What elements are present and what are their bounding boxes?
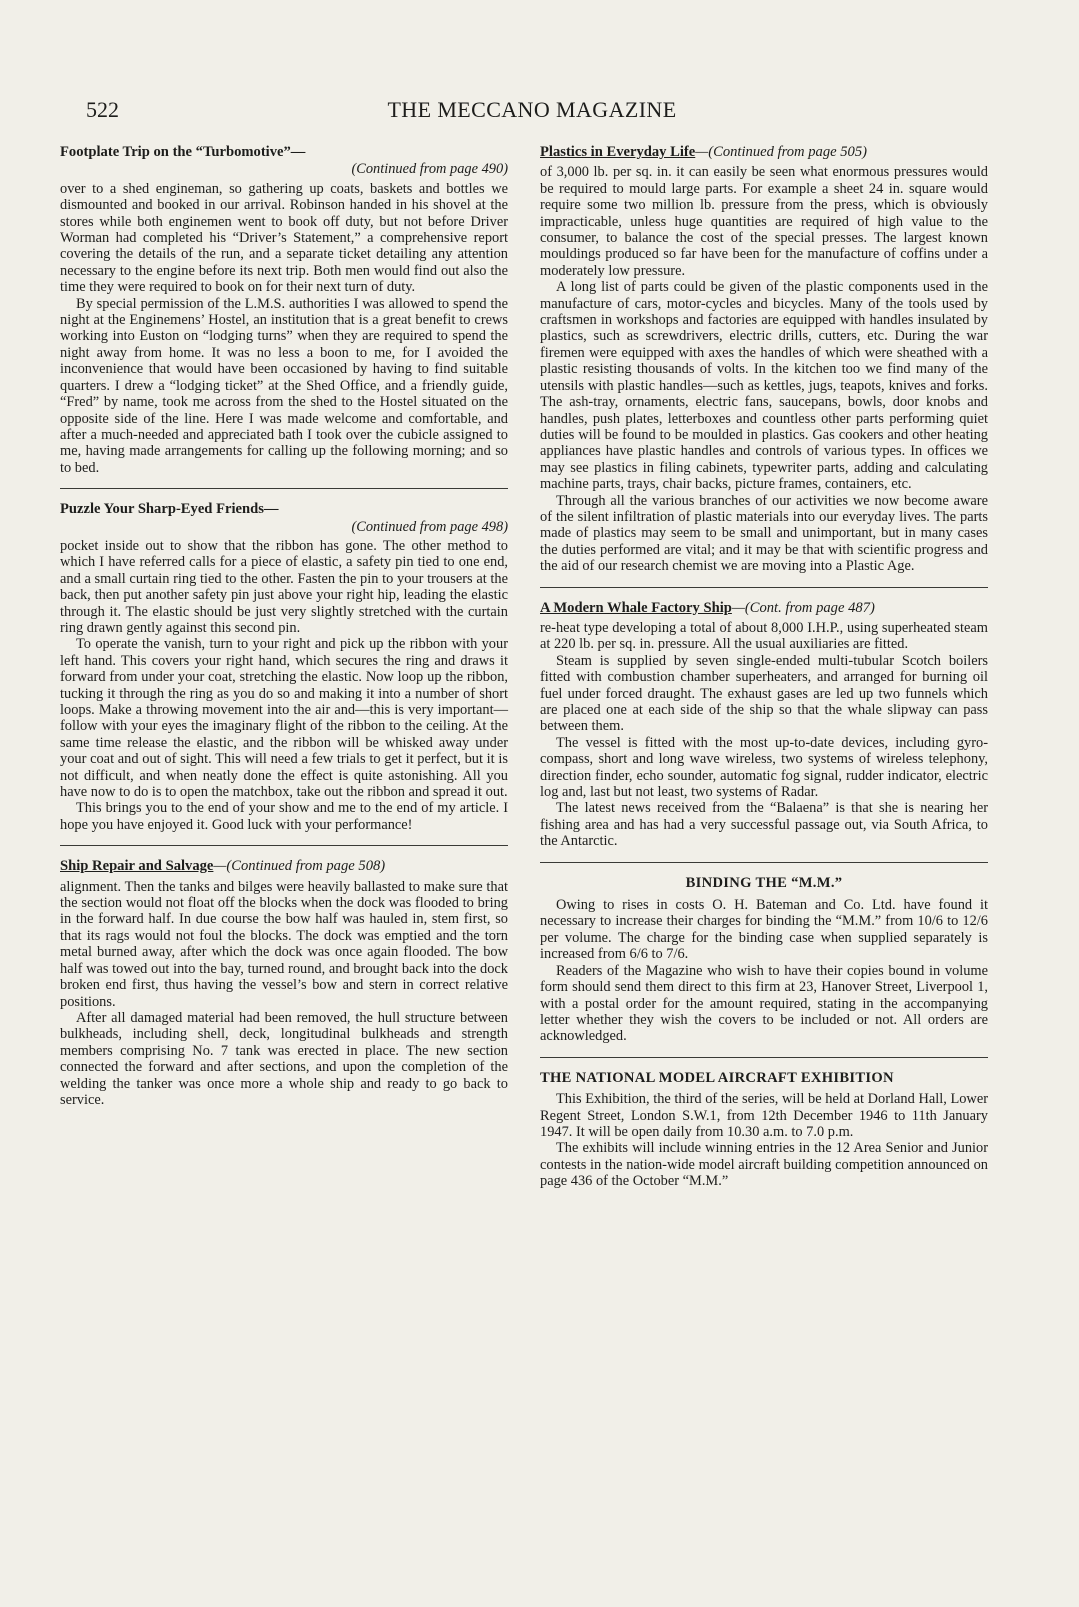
paragraph: Through all the various branches of our activities we now become aware of the silent infiltration of plastic materials into our everyday lives. The parts made of plastics may seem to be small and unimportant, but in many cases the duties performed are vital; and it may be that with scientific progress and the aid of our research chemist we are moving into a Plastic Age. xyxy=(540,492,988,575)
paragraph: After all damaged material had been removed, the hull structure between bulkheads, including shell, deck, longitudinal bulkheads and strength members comprising No. 7 tank was erected in place. The new section connected the forward and after sections, and upon the completion of the welding the tanker was once more a whole ship and ready to go back to service. xyxy=(60,1009,508,1108)
page-header xyxy=(86,97,978,131)
paragraph: of 3,000 lb. per sq. in. it can easily be seen what enormous pressures would be required to mould large parts. For example a sheet 24 in. square would require some two million lb. pressure from the press, which is obviously impracticable, unless huge quantities are required of high value to the consumer, to balance the cost of the special presses. The largest known mouldings produced so far have been for the manufacture of coffins under a moderately low pressure. xyxy=(540,164,988,279)
paragraph: Owing to rises in costs O. H. Bateman and Co. Ltd. have found it necessary to increase their charges for binding the “M.M.” from 10/6 to 12/6 per volume. The charge for the binding case when supplied separately is increased from 6/6 to 7/6. xyxy=(540,897,988,963)
left-column xyxy=(60,144,508,1108)
paragraph: re-heat type developing a total of about 8,000 I.H.P., using superheated steam at 220 lb. per sq. in. pressure. All the usual auxiliaries are fitted. xyxy=(540,619,988,653)
continued-note: —(Cont. from page 487) xyxy=(731,599,875,616)
section-divider xyxy=(60,845,508,846)
article-puzzle xyxy=(60,501,508,833)
section-divider xyxy=(60,488,508,489)
article-title: Plastics in Everyday Life xyxy=(540,144,696,160)
continued-note: —(Continued from page 508) xyxy=(213,858,386,875)
paragraph: Readers of the Magazine who wish to have their copies bound in volume form should send them direct to this firm at 23, Hanover Street, Liverpool 1, with a postal order for the amount required, stating in the accompanying letter whether they wish the covers to be included or not. All orders are acknowledged. xyxy=(540,962,988,1045)
continued-note: —(Continued from page 505) xyxy=(695,144,867,160)
notice-aircraft-exhibition xyxy=(540,1070,988,1190)
paragraph: over to a shed engineman, so gathering up coats, baskets and bottles we dismounted and booked in our arrival. Robinson handed in his shovel at the stores while both enginemen went to book off duty, but not before Driver Worman had completed his “Driver’s Statement,” a comprehensive report covering the details of the run, and a separate ticket detailing any attention necessary to the engine before its next trip. Both men would find out also the time they were required to book on for their next turn of duty. xyxy=(60,180,508,296)
page-number: 522 xyxy=(86,97,119,122)
paragraph: To operate the vanish, turn to your right and pick up the ribbon with your left hand. This covers your right hand, which secures the ring and draws it forward from under your coat, stretching the elastic. Now loop up the ribbon, tucking it through the ring as you do so and making it into a number of short loops. Make a throwing movement into the air and—this is very important—follow with your eyes the imaginary flight of the ribbon to the ceiling. At the same time release the elastic, and the ribbon will be whisked away under your coat and out of sight. This will need a few trials to get it perfect, but it is not difficult, and when neatly done the effect is quite astonishing. All you have now to do is to open the matchbox, take out the ribbon and spread it out. xyxy=(60,636,508,801)
paragraph: The vessel is fitted with the most up-to-date devices, including gyro-compass, short and long wave wireless, two systems of wireless telephony, direction finder, echo sounder, automatic fog signal, rudder indicator, electric log and, last but not least, two systems of Radar. xyxy=(540,734,988,801)
continued-note: (Continued from page 490) xyxy=(351,161,508,178)
paragraph: The latest news received from the “Balaena” is that she is nearing her fishing area and has had a very successful passage out, via South Africa, to the Antarctic. xyxy=(540,800,988,850)
section-divider xyxy=(540,587,988,588)
notice-binding xyxy=(540,875,988,1045)
article-plastics xyxy=(540,144,988,575)
article-ship-repair xyxy=(60,858,508,1108)
article-title: Ship Repair and Salvage xyxy=(60,858,214,875)
paragraph: By special permission of the L.M.S. authorities I was allowed to spend the night at the Enginemens’ Hostel, an institution that is a great benefit to crews working into Euston on “lodging turns” when they are required to spend the night away from home. It was no less a boon to me, for I avoided the inconvenience that would have been occasioned by having to find suitable quarters. I drew a “lodging ticket” at the Shed Office, and a friendly guide, “Fred” by name, took me across from the shed to the Hostel situated on the opposite side of the line. Here I was made welcome and comfortable, and after a much-needed and appreciated bath I took over the cubicle assigned to me, having made arrangements for calling up the following morning; and so to bed. xyxy=(60,295,508,476)
article-title: Puzzle Your Sharp-Eyed Friends— xyxy=(60,501,279,518)
article-title: Footplate Trip on the “Turbomotive”— xyxy=(60,144,306,160)
notice-title: THE NATIONAL MODEL AIRCRAFT EXHIBITION xyxy=(540,1069,894,1086)
article-title-line xyxy=(540,600,988,616)
paragraph: alignment. Then the tanks and bilges were heavily ballasted to make sure that the section would not float off the blocks when the dock was flooded to bring in the forward half. In due course the bow half was hauled in, stem first, so that its rags would not foul the blocks. The dock was emptied and the torn metal burned away, after which the dock was once again flooded. The bow half was towed out into the bay, turned round, and brought back into the dock broken end first, thus having the vessel’s bow and stern in correct relative positions. xyxy=(60,878,508,1010)
paragraph: A long list of parts could be given of the plastic components used in the manufacture of cars, motor-cycles and bicycles. Many of the tools used by craftsmen in workshops and factories are equipped with handles insulated by plastics, such as screwdrivers, electric drills, cutters, etc. During the war firemen were equipped with axes the handles of which were sheathed with a plastic resisting thousands of volts. In the kitchen too we find many of the utensils with plastic handles—such as kettles, jugs, teapots, knives and forks. The ash-tray, ornaments, electric fans, saucepans, bowls, door knobs and handles, push plates, letterboxes and countless other parts performing quiet duties will be found to be moulded in plastics. Gas cookers and other heating appliances have plastic handles and controls of various types. In offices we may see plastics in filing cabinets, typewriter parts, adding and calculating machine parts, trays, chair backs, picture frames, containers, etc. xyxy=(540,279,988,493)
paragraph: This brings you to the end of your show and me to the end of my article. I hope you have enjoyed it. Good luck with your performance! xyxy=(60,800,508,833)
magazine-title: THE MECCANO MAGAZINE xyxy=(387,97,677,122)
article-footplate-trip xyxy=(60,144,508,476)
paragraph: Steam is supplied by seven single-ended multi-tubular Scotch boilers fitted with combustion chamber superheaters, and arranged for burning oil fuel under forced draught. The exhaust gases are led up two funnels which are placed one at each side of the ship so that the whale slipway can pass between them. xyxy=(540,652,988,735)
article-title-line xyxy=(540,144,988,160)
article-title: A Modern Whale Factory Ship xyxy=(540,599,732,616)
article-title-line xyxy=(60,858,508,874)
notice-title: BINDING THE “M.M.” xyxy=(685,874,843,891)
right-column xyxy=(540,144,988,1190)
paragraph: The exhibits will include winning entries in the 12 Area Senior and Junior contests in the nation-wide model aircraft building competition announced on page 436 of the October “M.M.” xyxy=(540,1140,988,1190)
article-whale-factory-ship xyxy=(540,600,988,850)
section-divider xyxy=(540,862,988,863)
paragraph: This Exhibition, the third of the series, will be held at Dorland Hall, Lower Regent Street, London S.W.1, from 12th December 1946 to 11th January 1947. It will be open daily from 10.30 a.m. to 7.0 p.m. xyxy=(540,1091,988,1140)
section-divider xyxy=(540,1057,988,1058)
paragraph: pocket inside out to show that the ribbon has gone. The other method to which I have referred calls for a piece of elastic, a safety pin tied to one end, and a small curtain ring tied to the other. Fasten the pin to your trousers at the back, then put another safety pin just above your right hip, leading the elastic through it. The elastic should be just very slightly stretched with the curtain ring drawn gently against this second pin. xyxy=(60,537,508,636)
continued-note: (Continued from page 498) xyxy=(351,518,508,535)
